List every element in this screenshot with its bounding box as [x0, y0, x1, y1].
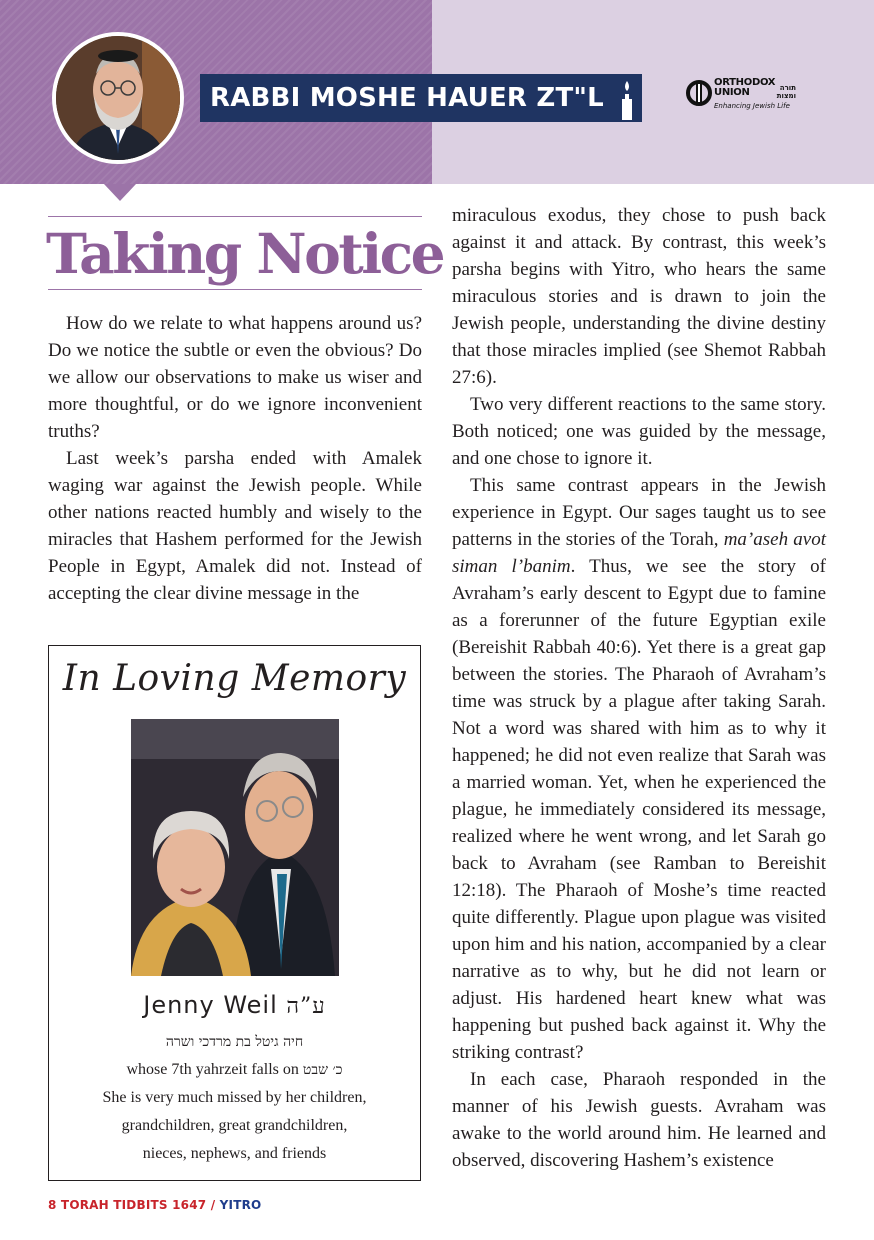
article-paragraph: miraculous exodus, they chose to push back against it and attack. By contrast, this week’s parsha begins with Yitro, who hears the same miraculous stories and is drawn to join the Jewish people, understanding the divine destiny that those miracles implied (see Shemot Rabbah 27:6). [452, 205, 826, 388]
title-rule-bottom [48, 289, 422, 290]
memorial-candle-icon [618, 80, 636, 120]
memorial-heading: In Loving Memory [62, 658, 407, 699]
page-header [0, 0, 874, 184]
memorial-line: She is very much missed by her children, [102, 1089, 367, 1106]
article-paragraph: In each case, Pharaoh responded in the manner of his Jewish guests. Avraham was awake to the world around him. He learned and observed, discovering Hashem’s existence [452, 1069, 826, 1171]
ou-tagline: Enhancing Jewish Life [714, 102, 790, 110]
author-portrait-illustration [56, 36, 180, 160]
memorial-line: grandchildren, great grandchildren, [121, 1117, 348, 1134]
memorial-name [49, 991, 420, 1019]
memorial-yahrzeit-text: whose 7th yahrzeit falls on [126, 1061, 299, 1078]
footer-separator: / [210, 1198, 216, 1212]
ou-wordmark: ORTHODOX UNION [714, 77, 776, 98]
article-column-left [48, 310, 422, 607]
hebrew-phrase: ma’aseh avot siman l’banim [452, 529, 826, 577]
article-paragraph: Two very different reactions to the same story. Both noticed; one was guided by the message, and one chose to ignore it. [452, 394, 826, 469]
article-paragraph: How do we relate to what happens around us? Do we notice the subtle or even the obvious? Do we allow our observations to make us wiser and more thoughtful, or do we ignore inconvenient truths? [48, 313, 422, 442]
ou-hebrew-wordmark: תורה ומצות [776, 84, 796, 100]
footer-page-label: 8 TORAH TIDBITS 1647 [48, 1198, 207, 1212]
memorial-name-hebrew-suffix: ע”ה [286, 994, 326, 1019]
memorial-dedication-box [48, 645, 421, 1181]
memorial-photo [131, 719, 339, 976]
memorial-line: nieces, nephews, and friends [142, 1145, 327, 1162]
memorial-yahrzeit [49, 1060, 420, 1080]
page-footer [48, 1198, 261, 1212]
memorial-yahrzeit-date: כ׳ שבט [302, 1062, 343, 1078]
author-title: RABBI MOSHE HAUER ZT"L [200, 74, 642, 122]
author-portrait [52, 32, 184, 164]
title-rule-top [48, 216, 422, 217]
footer-parsha: YITRO [219, 1198, 262, 1212]
article-paragraph: Last week’s parsha ended with Amalek waging war against the Jewish people. While other nations reacted humbly and wisely to the miracles that Hashem performed for the Jewish People in Egypt, Amalek did not. Instead of accepting the clear divine message in the [48, 448, 422, 604]
memorial-photo-illustration [131, 719, 339, 976]
article-column-right [452, 202, 826, 1174]
memorial-name-english: Jenny Weil [143, 991, 278, 1019]
article-paragraph: This same contrast appears in the Jewish experience in Egypt. Our sages taught us to see patterns in the stories of the Torah, ma’aseh avot siman l’banim. Thus, we see the story of Avraham’s early descent to Egypt due to famine as a forerunner of the future Egyptian exile (Bereishit Rabbah 40:6). Yet there is a great gap between the stories. The Pharaoh of Avraham’s time was struck by a plague after taking Sarah. Not a word was shared with him as to why it happened; he did not even realize that Sarah was a married woman. Yet, when he experienced the plague, he immediately considered its message, realized where he went wrong, and let Sarah go back to Avraham (see Ramban to Bereishit 12:18). The Pharaoh of Moshe’s time reacted quite differently. Plague upon plague was visited upon him and his nation, accompanied by a clear narrative as to why, but he did not learn or adjust. His hardened heart knew what was happening but pushed back against it. Why the striking contrast? [452, 475, 826, 1063]
article-title: Taking Notice [46, 221, 444, 286]
memorial-hebrew-name: חיה גיטל בת מרדכי ושרה [165, 1034, 304, 1050]
header-pointer [104, 184, 136, 201]
ou-mark-icon [686, 78, 712, 108]
orthodox-union-logo [684, 76, 796, 116]
